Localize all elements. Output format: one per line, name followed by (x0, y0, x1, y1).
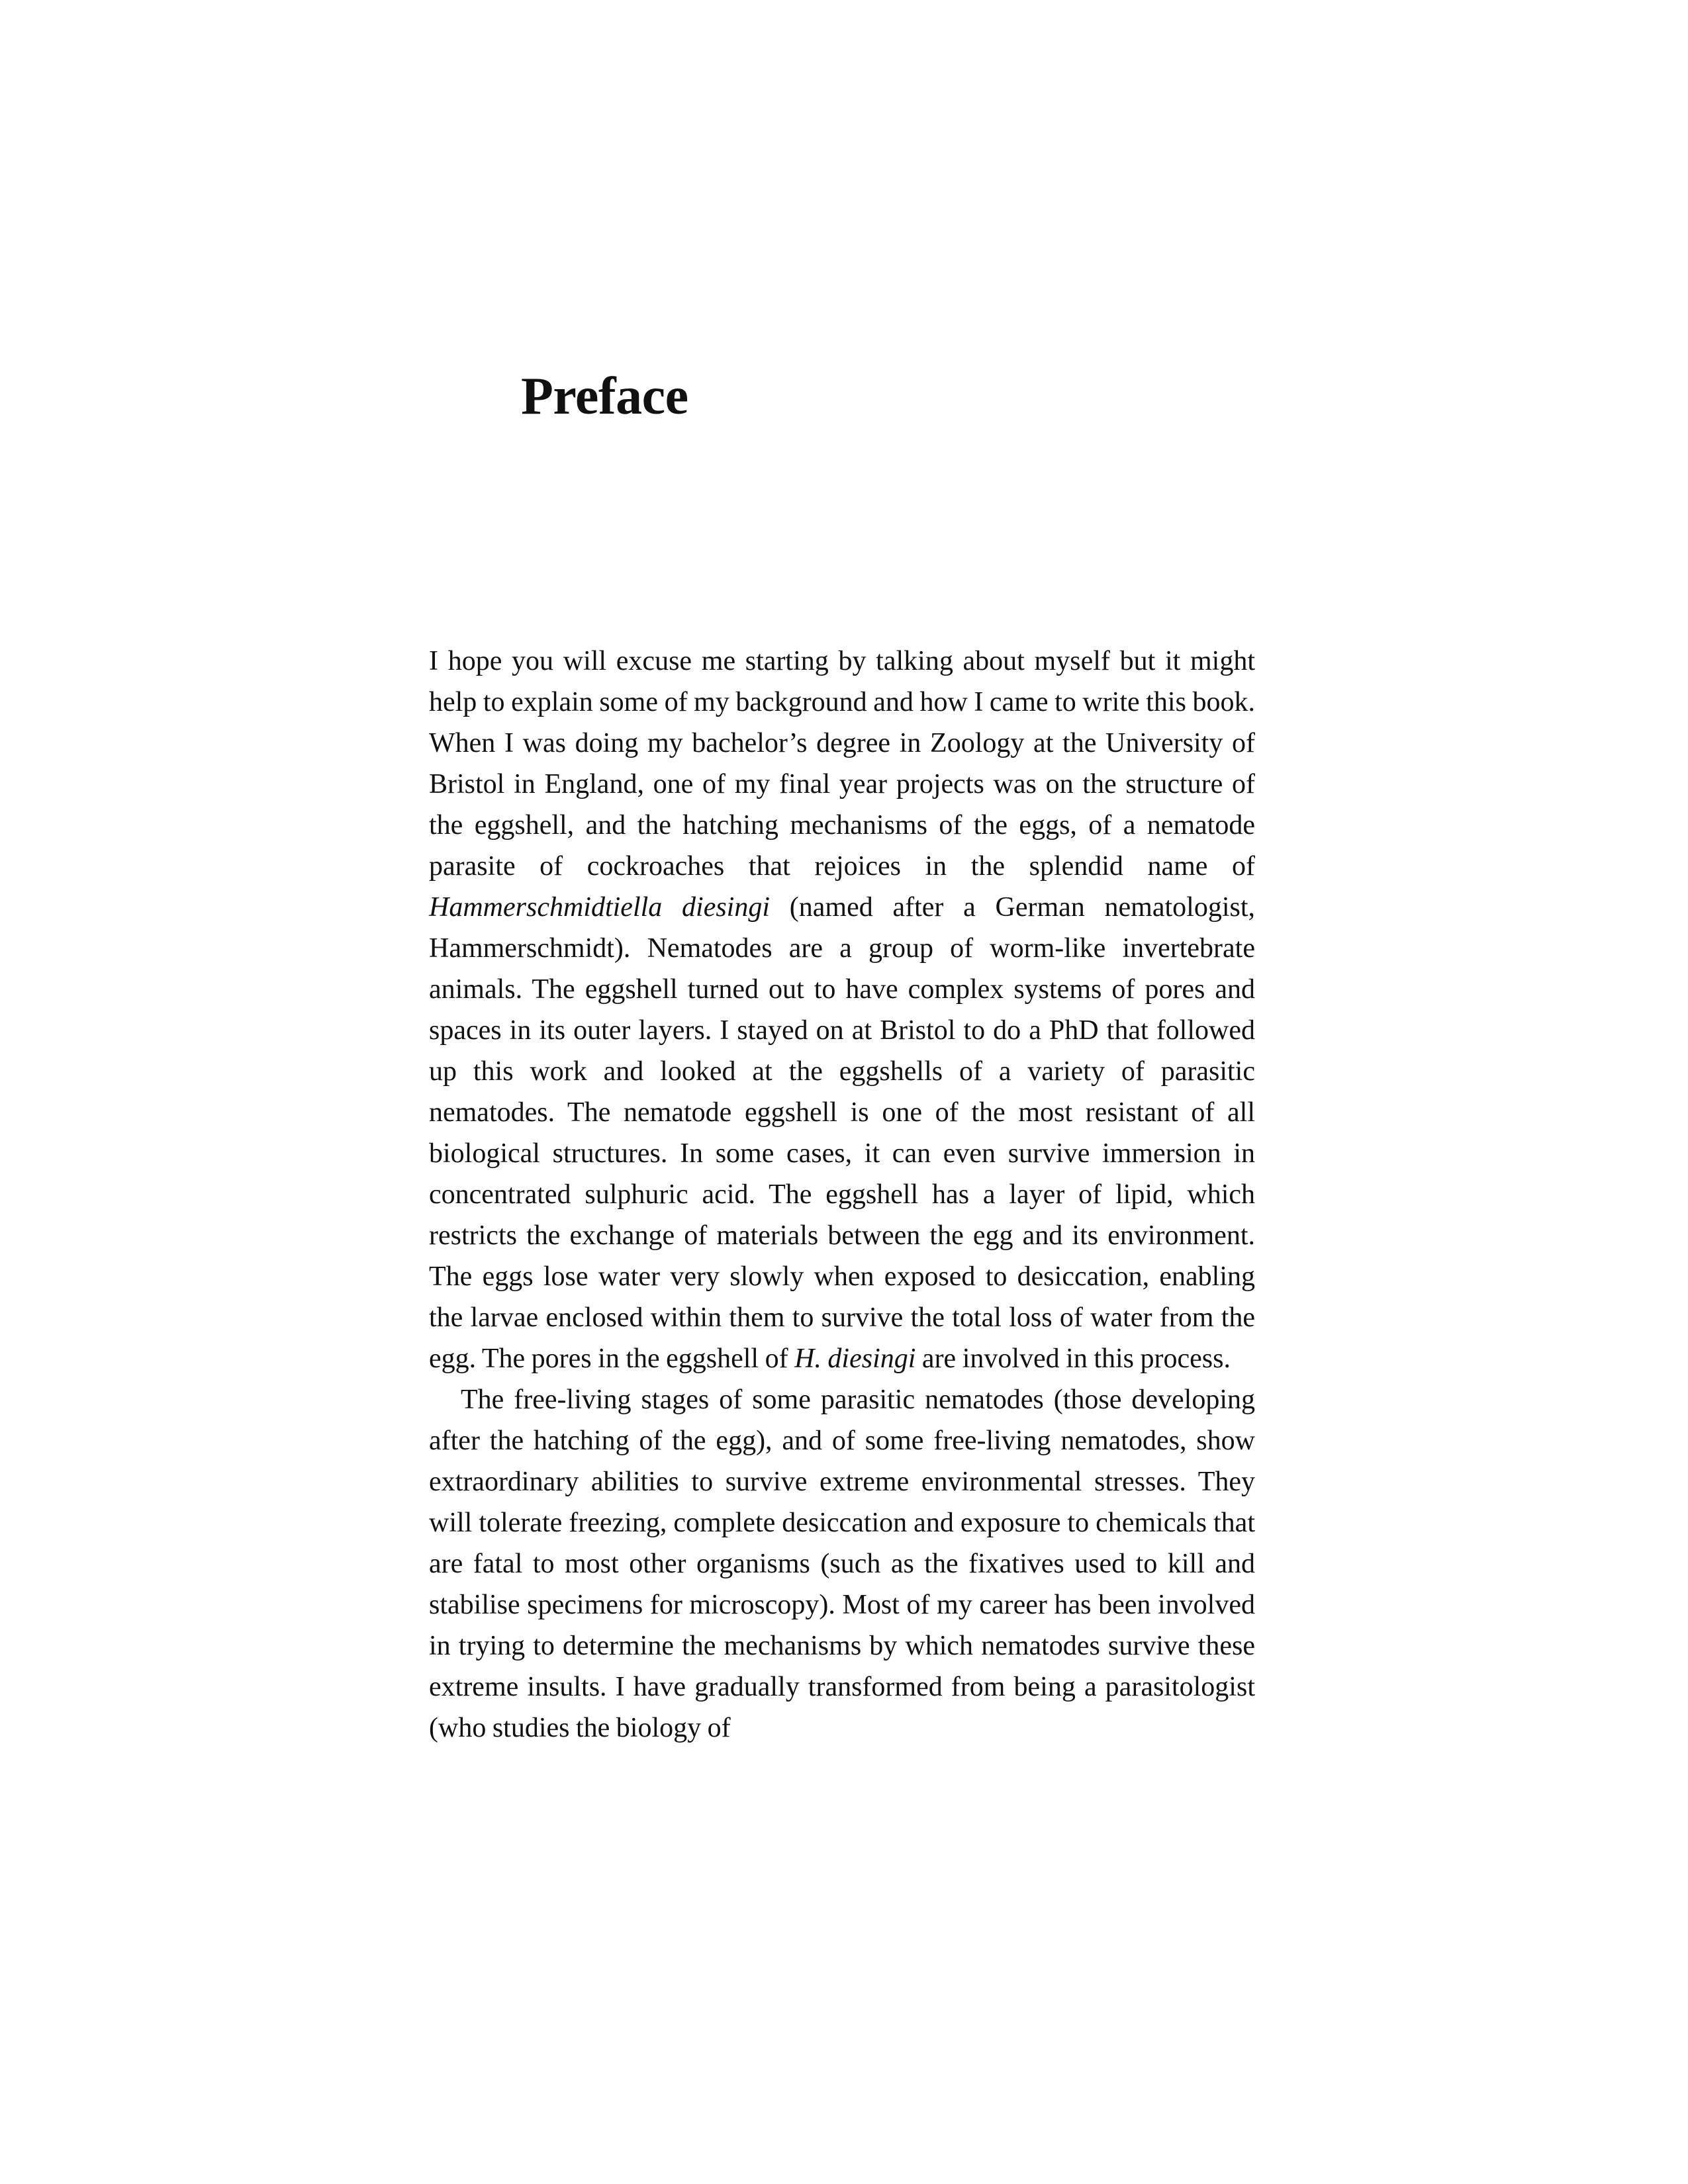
page-title: Preface (521, 367, 688, 426)
species-name-italic: Hammerschmidtiella diesingi (429, 892, 771, 923)
text-segment: I hope you will excuse me starting by talking about myself but it might help to explain some of my background and how I came to write this book. When I was doing my bachelor’s degree in Zoology at the University of Bristol in England, one of my final year projects was on the structure of the eggshell, and the hatching mechanisms of the eggs, of a nematode parasite of cockroaches that rejoices in the splendid name of (429, 646, 1255, 882)
preface-body (429, 641, 1255, 1749)
species-abbrev-italic: H. diesingi (794, 1343, 916, 1374)
paragraph-1 (429, 641, 1255, 1379)
text-segment: are involved in this process. (915, 1343, 1231, 1374)
text-segment: The free-living stages of some parasitic nematodes (those developing after the hatching of the egg), and of some free-living nematodes, show extraordinary abilities to survive extreme environmental stresses. They will tolerate freezing, complete desiccation and exposure to chemicals that are fatal to most other organisms (such as the fixatives used to kill and stabilise specimens for microscopy). Most of my career has been involved in trying to determine the mechanisms by which nematodes survive these extreme insults. I have gradually transformed from being a parasitologist (who studies the biology of (429, 1385, 1255, 1743)
paragraph-2 (429, 1379, 1255, 1749)
text-segment: (named after a German nematologist, Hammerschmidt). Nematodes are a group of worm-like invertebrate animals. The eggshell turned out to have complex systems of pores and spaces in its outer layers. I stayed on at Bristol to do a PhD that followed up this work and looked at the eggshells of a variety of parasitic nematodes. The nematode eggshell is one of the most resistant of all biological structures. In some cases, it can even survive immersion in concentrated sulphuric acid. The eggshell has a layer of lipid, which restricts the exchange of materials between the egg and its environment. The eggs lose water very slowly when exposed to desiccation, enabling the larvae enclosed within them to survive the total loss of water from the egg. The pores in the eggshell of (429, 892, 1256, 1374)
